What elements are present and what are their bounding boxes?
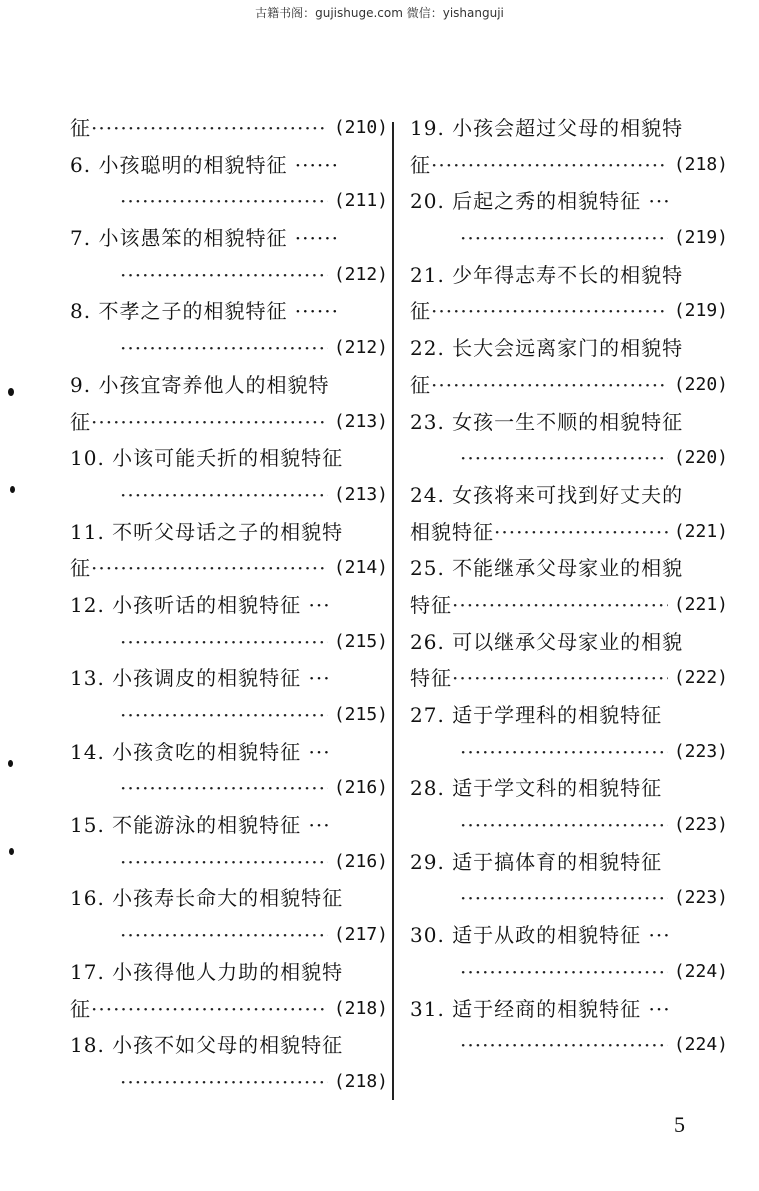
toc-page-number: (213) <box>333 410 388 432</box>
toc-page-number: (218) <box>333 997 388 1019</box>
toc-line <box>70 917 388 954</box>
toc-entry-text: 22. 长大会远离家门的相貌特 <box>410 336 684 361</box>
toc-entry-text: 特征 <box>410 592 452 617</box>
toc-line <box>70 587 388 624</box>
page-number: 5 <box>674 1112 685 1137</box>
column-divider <box>392 122 394 1100</box>
dot-leader <box>91 110 328 147</box>
toc-page-number: (216) <box>333 777 388 799</box>
toc-line <box>70 550 388 587</box>
toc-line <box>410 367 728 404</box>
toc-entry-text: 征 <box>70 116 91 140</box>
toc-page-number: (223) <box>673 814 728 836</box>
toc-page-number: (224) <box>673 1034 728 1056</box>
toc-page-number: (210) <box>333 117 388 138</box>
dot-leader <box>460 1027 668 1064</box>
toc-entry-text: 12. 小孩听话的相貌特征 ··· <box>70 592 331 617</box>
scan-speck <box>9 848 14 855</box>
toc-entry-text: 6. 小孩聪明的相貌特征 ······ <box>70 152 339 177</box>
toc-entry-text: 27. 适于学理科的相貌特征 <box>410 703 663 727</box>
toc-line <box>70 954 388 991</box>
toc-line <box>70 404 388 441</box>
toc-entry-text: 15. 不能游泳的相貌特征 ··· <box>70 813 331 838</box>
toc-line <box>410 110 728 147</box>
toc-page-number: (217) <box>333 924 388 946</box>
toc-entry-text: 28. 适于学文科的相貌特征 <box>410 776 663 801</box>
toc-right-column <box>410 110 728 1064</box>
toc-page-number: (212) <box>333 337 388 359</box>
toc-page-number: (218) <box>333 1070 388 1092</box>
toc-page-number: (220) <box>673 373 728 395</box>
toc-entry-text: 21. 少年得志寿不长的相貌特 <box>410 262 684 287</box>
toc-line <box>410 734 728 771</box>
dot-leader <box>494 514 668 551</box>
toc-page-number: (213) <box>333 483 388 505</box>
toc-line <box>70 1064 388 1101</box>
toc-line <box>70 183 388 220</box>
dot-leader <box>120 624 328 661</box>
dot-leader <box>460 440 668 477</box>
dot-leader <box>460 734 668 771</box>
toc-line <box>70 147 388 184</box>
dot-leader <box>120 477 328 514</box>
toc-line <box>410 147 728 184</box>
dot-leader <box>460 880 668 917</box>
toc-page-number: (216) <box>333 850 388 872</box>
toc-entry-text: 征 <box>70 409 91 434</box>
dot-leader <box>120 257 328 294</box>
toc-line <box>410 624 728 661</box>
toc-line <box>410 330 728 367</box>
toc-entry-text: 18. 小孩不如父母的相貌特征 <box>70 1033 344 1058</box>
toc-entry-text: 征 <box>410 299 431 324</box>
dot-leader <box>431 147 668 184</box>
toc-line <box>70 734 388 771</box>
toc-line <box>410 697 728 734</box>
dot-leader <box>460 954 668 991</box>
toc-line <box>70 514 388 551</box>
toc-line <box>410 844 728 881</box>
toc-page-number: (215) <box>333 630 388 652</box>
toc-entry-text: 特征 <box>410 666 452 691</box>
toc-line <box>410 807 728 844</box>
toc-entry-text: 16. 小孩寿长命大的相貌特征 <box>70 886 344 911</box>
toc-entry-text: 7. 小该愚笨的相貌特征 ······ <box>70 226 339 251</box>
toc-line <box>70 660 388 697</box>
toc-entry-text: 11. 不听父母话之子的相貌特 <box>70 519 344 544</box>
toc-entry-text: 征 <box>70 556 91 581</box>
dot-leader <box>91 550 328 587</box>
toc-entry-text: 30. 适于从政的相貌特征 ··· <box>410 923 671 948</box>
toc-entry-text: 9. 小孩宜寄养他人的相貌特 <box>70 372 330 397</box>
toc-page-number: (214) <box>333 557 388 579</box>
toc-line <box>70 624 388 661</box>
toc-line <box>70 477 388 514</box>
dot-leader <box>120 330 328 367</box>
toc-entry-text: 29. 适于搞体育的相貌特征 <box>410 849 663 874</box>
toc-page-number: (224) <box>673 960 728 982</box>
dot-leader <box>91 404 328 441</box>
toc-entry-text: 17. 小孩得他人力助的相貌特 <box>70 959 344 984</box>
dot-leader <box>460 807 668 844</box>
toc-line <box>70 880 388 917</box>
toc-entry-text: 20. 后起之秀的相貌特征 ··· <box>410 189 671 214</box>
toc-entry-text: 19. 小孩会超过父母的相貌特 <box>410 116 684 140</box>
dot-leader <box>120 1064 328 1101</box>
toc-line <box>410 514 728 551</box>
toc-line <box>70 257 388 294</box>
toc-line <box>70 220 388 257</box>
toc-line <box>70 697 388 734</box>
toc-line <box>410 1027 728 1064</box>
toc-line <box>70 367 388 404</box>
toc-line <box>410 293 728 330</box>
toc-line <box>70 110 388 147</box>
toc-line <box>410 880 728 917</box>
toc-entry-text: 31. 适于经商的相貌特征 ··· <box>410 996 671 1021</box>
dot-leader <box>120 183 328 220</box>
toc-line <box>410 477 728 514</box>
toc-line <box>410 917 728 954</box>
scan-speck <box>10 486 15 493</box>
toc-line <box>410 404 728 441</box>
toc-entry-text: 24. 女孩将来可找到好丈夫的 <box>410 482 684 507</box>
toc-entry-text: 25. 不能继承父母家业的相貌 <box>410 556 684 581</box>
toc-line <box>410 660 728 697</box>
watermark: 古籍书阁：gujishuge.com 微信：yishanguji <box>255 6 504 20</box>
toc-entry-text: 26. 可以继承父母家业的相貌 <box>410 629 684 654</box>
dot-leader <box>460 220 668 257</box>
toc-line <box>70 807 388 844</box>
toc-line <box>410 991 728 1028</box>
toc-line <box>70 1027 388 1064</box>
toc-line <box>70 844 388 881</box>
toc-page-number: (222) <box>673 667 728 689</box>
toc-entry-text: 14. 小孩贪吃的相貌特征 ··· <box>70 739 331 764</box>
toc-line <box>410 183 728 220</box>
toc-page-number: (220) <box>673 447 728 469</box>
dot-leader <box>431 367 668 404</box>
toc-page-number: (219) <box>673 227 728 249</box>
dot-leader <box>120 844 328 881</box>
dot-leader <box>431 293 668 330</box>
toc-entry-text: 23. 女孩一生不顺的相貌特征 <box>410 409 684 434</box>
dot-leader <box>120 697 328 734</box>
toc-line <box>70 440 388 477</box>
dot-leader <box>452 587 668 624</box>
toc-page-number: (212) <box>333 263 388 285</box>
toc-line <box>70 991 388 1028</box>
toc-line <box>410 587 728 624</box>
toc-entry-text: 相貌特征 <box>410 519 494 544</box>
toc-line <box>70 770 388 807</box>
toc-page-number: (218) <box>673 153 728 175</box>
toc-entry-text: 征 <box>410 372 431 397</box>
toc-page-number: (221) <box>673 593 728 615</box>
toc-page-number: (223) <box>673 740 728 762</box>
scan-speck <box>8 760 13 767</box>
toc-page-number: (211) <box>333 190 388 212</box>
toc-page-number: (215) <box>333 704 388 725</box>
toc-line <box>410 257 728 294</box>
toc-page-number: (221) <box>673 520 728 542</box>
toc-line <box>70 293 388 330</box>
toc-entry-text: 8. 不孝之子的相貌特征 ······ <box>70 299 339 324</box>
toc-page-number: (223) <box>673 887 728 909</box>
scan-speck <box>8 388 14 396</box>
toc-line <box>410 220 728 257</box>
toc-left-column <box>70 110 388 1101</box>
toc-line <box>410 954 728 991</box>
toc-line <box>70 330 388 367</box>
toc-line <box>410 770 728 807</box>
toc-page-number: (219) <box>673 300 728 322</box>
toc-line <box>410 440 728 477</box>
toc-entry-text: 10. 小该可能夭折的相貌特征 <box>70 446 344 471</box>
dot-leader <box>91 991 328 1028</box>
toc-line <box>410 550 728 587</box>
toc-entry-text: 13. 小孩调皮的相貌特征 ··· <box>70 666 331 691</box>
toc-entry-text: 征 <box>70 996 91 1021</box>
dot-leader <box>120 770 328 807</box>
dot-leader <box>120 917 328 954</box>
toc-entry-text: 征 <box>410 152 431 177</box>
dot-leader <box>452 660 668 697</box>
